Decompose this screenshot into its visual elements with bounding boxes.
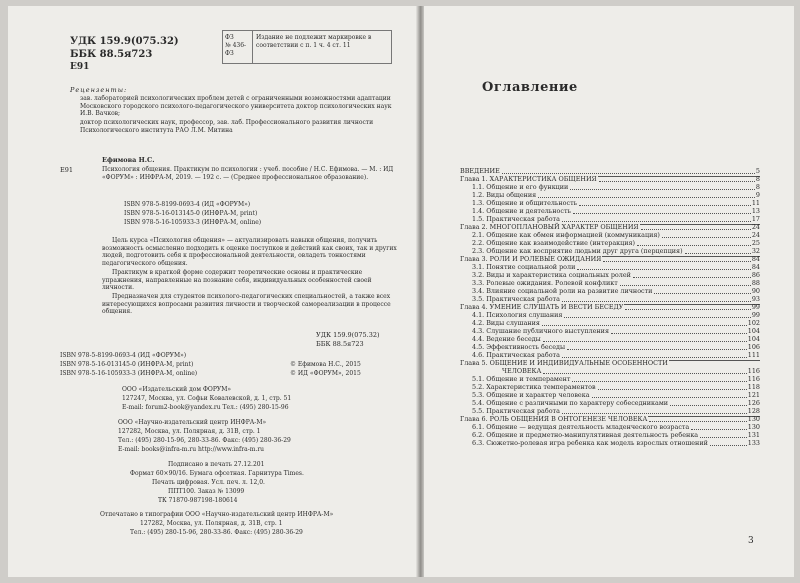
bbk-code-2: ББК 88.5я723 <box>316 340 364 348</box>
toc-entry-page: 133 <box>747 439 760 448</box>
toc-entry-page: 11 <box>751 199 760 208</box>
toc-entry-page: 93 <box>751 295 760 304</box>
toc-dot-leader <box>592 397 747 398</box>
toc-entry-page: 88 <box>751 279 760 288</box>
udk-code-2: УДК 159.9(075.32) <box>316 331 380 339</box>
toc-dot-leader <box>641 229 751 230</box>
toc-entry-title: 6.2. Общение и предметно-манипулятивная деятельность ребенка <box>472 431 699 440</box>
publisher-2-name: ООО «Научно-издательский центр ИНФРА-М» <box>118 419 267 426</box>
toc-entry[interactable] <box>460 440 760 448</box>
toc-entry-title: 4.5. Эффективность беседы <box>472 343 566 352</box>
toc-entry-page: 104 <box>747 327 760 336</box>
toc-dot-leader <box>599 181 755 182</box>
toc-dot-leader <box>577 269 751 270</box>
toc-entry-title: 1.5. Практическая работа <box>472 215 560 224</box>
abstract-1: Цель курса «Психология общения» — актуализировать навыки общения, получить возможность осмысленно подходить к оценке поступков и действий как своих, так и других людей, подготовить себя к профессиональной деятельности, овладеть тонкостями педагогического общения. <box>102 237 397 267</box>
reviewer-1: зав. лабораторией психологических проблем детей с ограниченными возможностями адаптации Московского городского психолого-педагогического университета доктор психологических наук И.В. Вачков; <box>80 95 392 117</box>
isbn-print: ISBN 978-5-16-013145-0 (ИНФРА-М, print) <box>124 210 258 217</box>
toc-entry-title: 2.2. Общение как взаимодействие (интеракция) <box>472 239 636 248</box>
toc-dot-leader <box>611 333 747 334</box>
toc-entry-page: 116 <box>747 375 760 384</box>
toc-entry-page: 116 <box>747 367 760 376</box>
printing-address: 127282, Москва, ул. Полярная, д. 31В, стр. 1 <box>140 520 283 527</box>
toc-entry-title: 4.4. Ведение беседы <box>472 335 541 344</box>
toc-dot-leader <box>562 357 747 358</box>
publisher-1-name: ООО «Издательский дом ФОРУМ» <box>122 386 232 393</box>
toc-entry-title: 4.2. Виды слушания <box>472 319 540 328</box>
toc-entry-title: 5.2. Характеристика темпераментов <box>472 383 596 392</box>
toc-dot-leader <box>633 277 751 278</box>
toc-dot-leader <box>685 253 751 254</box>
book-description: Психология общения. Практикум по психологии : учеб. пособие / Н.С. Ефимова. — М. : ИД «ФОРУМ» : ИНФРА-М, 2019. — 192 с. — (Среднее профессиональное образование). <box>102 166 394 181</box>
toc-dot-leader <box>620 285 751 286</box>
toc-dot-leader <box>538 197 755 198</box>
toc-entry-title: 3.1. Понятие социальной роли <box>472 263 576 272</box>
toc-entry-page: 13 <box>751 207 760 216</box>
toc-entry-title: Глава 1. ХАРАКТЕРИСТИКА ОБЩЕНИЯ <box>460 175 597 184</box>
toc-entry-title: 3.2. Виды и характеристика социальных ролей <box>472 271 631 280</box>
toc-entry-title: ЧЕЛОВЕКА <box>502 367 542 376</box>
toc-entry-page: 32 <box>751 247 760 256</box>
author-code: Е91 <box>70 62 90 72</box>
toc-dot-leader <box>572 381 746 382</box>
toc-entry-page: 118 <box>747 383 760 392</box>
bbk-code: ББК 88.5я723 <box>70 49 153 60</box>
toc-entry-title: 2.3. Общение как восприятие людьми друг друга (перцепция) <box>472 247 683 256</box>
toc-entry-page: 106 <box>747 343 760 352</box>
toc-entry-page: 5 <box>755 167 760 176</box>
toc-entry-page: 90 <box>751 287 760 296</box>
toc-dot-leader <box>542 325 747 326</box>
toc-entry-page: 84 <box>751 255 760 264</box>
author-name: Ефимова Н.С. <box>102 156 155 164</box>
toc-entry-page: 24 <box>751 231 760 240</box>
toc-dot-leader <box>700 437 747 438</box>
toc-entry-page: 24 <box>751 223 760 232</box>
copyright-publisher: © ИД «ФОРУМ», 2015 <box>290 370 361 377</box>
toc-entry-title: 6.1. Общение — ведущая деятельность младенческого возраста <box>472 423 690 432</box>
toc-entry-title: 5.1. Общение и темперамент <box>472 375 571 384</box>
toc-entry-title: 5.5. Практическая работа <box>472 407 560 416</box>
toc-dot-leader <box>649 421 747 422</box>
toc-entry-page: 86 <box>751 271 760 280</box>
toc-title: Оглавление <box>482 80 578 95</box>
toc-entry-title: 1.2. Виды общения <box>472 191 537 200</box>
isbn-forum-2: ISBN 978-5-8199-0693-4 (ИД «ФОРУМ») <box>60 352 187 359</box>
isbn-online: ISBN 978-5-16-105933-3 (ИНФРА-М, online) <box>124 219 262 226</box>
toc-entry-page: 8 <box>755 183 760 192</box>
toc-dot-leader <box>579 205 751 206</box>
toc-entry-page: 9 <box>755 191 760 200</box>
isbn-online-2: ISBN 978-5-16-105933-3 (ИНФРА-М, online) <box>60 370 198 377</box>
toc-entry-page: 84 <box>751 263 760 272</box>
toc-entry-page: 104 <box>747 335 760 344</box>
toc-entry-title: 6.3. Сюжетно-ролевая игра ребенка как модель взрослых отношений <box>472 439 708 448</box>
toc-entry-title: Глава 2. МНОГОПЛАНОВЫЙ ХАРАКТЕР ОБЩЕНИЯ <box>460 223 639 232</box>
toc-entry-title: Глава 3. РОЛИ И РОЛЕВЫЕ ОЖИДАНИЯ <box>460 255 602 264</box>
toc-entry-title: 1.1. Общение и его функции <box>472 183 569 192</box>
toc-dot-leader <box>625 309 750 310</box>
print-tk: ТК 71870-987198-180614 <box>158 497 238 504</box>
toc-entry-page: 131 <box>747 431 760 440</box>
toc-entry-page: 17 <box>751 215 760 224</box>
copyright-author: © Ефимова Н.С., 2015 <box>290 361 361 368</box>
toc-entry-page: 111 <box>747 351 760 360</box>
toc-dot-leader <box>562 413 747 414</box>
toc-dot-leader <box>562 301 751 302</box>
toc-dot-leader <box>567 349 747 350</box>
toc-dot-leader <box>670 405 747 406</box>
toc-dot-leader <box>603 261 751 262</box>
toc-entry-title: 4.1. Психология слушания <box>472 311 563 320</box>
publisher-2-phones: Тел.: (495) 280-15-96, 280-33-86. Факс: (495) 280-36-29 <box>118 437 291 444</box>
toc-entry-title: 2.1. Общение как обмен информацией (коммуникация) <box>472 231 660 240</box>
toc-dot-leader <box>543 341 747 342</box>
toc-dot-leader <box>570 189 755 190</box>
print-signed: Подписано в печать 27.12.201 <box>168 461 265 468</box>
toc-entry-title: 3.3. Ролевые ожидания. Ролевой конфликт <box>472 279 618 288</box>
printing-phones: Тел.: (495) 280-15-96, 280-33-86. Факс: (495) 280-36-29 <box>130 529 303 536</box>
isbn-forum: ISBN 978-5-8199-0693-4 (ИД «ФОРУМ») <box>124 201 251 208</box>
toc-entry-title: 4.6. Практическая работа <box>472 351 560 360</box>
toc-entry-page: 102 <box>747 319 760 328</box>
toc-entry-title: ВВЕДЕНИЕ <box>460 167 500 176</box>
toc-entry-title: 1.3. Общение и общительность <box>472 199 578 208</box>
toc-dot-leader <box>564 317 750 318</box>
toc-entry-page: 99 <box>751 303 760 312</box>
isbn-print-2: ISBN 978-5-16-013145-0 (ИНФРА-М, print) <box>60 361 194 368</box>
printing-house: Отпечатано в типографии ООО «Научно-издательский центр ИНФРА-М» <box>100 511 334 518</box>
table-of-contents <box>460 168 760 448</box>
toc-entry-page: 25 <box>751 239 760 248</box>
print-order: ППТ100. Заказ № 13099 <box>168 488 245 495</box>
toc-entry-page: 128 <box>747 407 760 416</box>
toc-entry-page: 99 <box>751 311 760 320</box>
marking-text: Издание не подлежит маркировке в соответствии с п. 1 ч. 4 ст. 11 <box>256 34 372 49</box>
publisher-1-address: 127247, Москва, ул. Софьи Ковалевской, д. 1, стр. 51 <box>122 395 292 402</box>
toc-entry-title: 4.3. Слушание публичного выступления <box>472 327 609 336</box>
print-type: Печать цифровая. Усл. печ. л. 12,0. <box>152 479 265 486</box>
marking-box <box>222 30 392 64</box>
toc-entry-title: Глава 5. ОБЩЕНИЕ И ИНДИВИДУАЛЬНЫЕ ОСОБЕННОСТИ <box>460 359 668 368</box>
toc-entry-title: Глава 6. РОЛЬ ОБЩЕНИЯ В ОНТОГЕНЕЗЕ ЧЕЛОВЕКА <box>460 415 648 424</box>
reviewers-title: Рецензенты: <box>70 86 128 94</box>
toc-dot-leader <box>637 245 751 246</box>
toc-dot-leader <box>543 373 746 374</box>
toc-entry-title: 1.4. Общение и деятельность <box>472 207 571 216</box>
abstract-3: Предназначен для студентов психолого-педагогических специальностей, а также всех интересующихся вопросами развития личности и творческой самореализации в процессе общения. <box>102 293 391 315</box>
toc-entry-page: 126 <box>747 399 760 408</box>
toc-dot-leader <box>710 445 747 446</box>
toc-dot-leader <box>502 173 755 174</box>
publisher-2-address: 127282, Москва, ул. Полярная, д. 31В, стр. 1 <box>118 428 261 435</box>
toc-dot-leader <box>662 237 751 238</box>
toc-entry-page: 130 <box>747 415 760 424</box>
toc-entry-page: 130 <box>747 423 760 432</box>
toc-dot-leader <box>598 389 747 390</box>
toc-entry-title: 3.4. Влияние социальной роли на развитие личности <box>472 287 653 296</box>
udk-code: УДК 159.9(075.32) <box>70 36 179 47</box>
publisher-2-web: E-mail: books@infra-m.ru http://www.infra-m.ru <box>118 446 265 453</box>
toc-entry-title: Глава 4. УМЕНИЕ СЛУШАТЬ И ВЕСТИ БЕСЕДУ <box>460 303 624 312</box>
abstract-2: Практикум в краткой форме содержит теоретические основы и практические упражнения, направленные на познание себя, индивидуальных особенностей своей личности. <box>102 269 372 291</box>
toc-dot-leader <box>654 293 750 294</box>
toc-entry-title: 3.5. Практическая работа <box>472 295 560 304</box>
publisher-1-contacts: E-mail: forum2-book@yandex.ru Тел.: (495) 280-15-96 <box>122 404 289 411</box>
law-label: ФЗ № 436-ФЗ <box>223 31 253 63</box>
toc-dot-leader <box>562 221 751 222</box>
toc-entry-page: 121 <box>747 391 760 400</box>
toc-dot-leader <box>691 429 747 430</box>
toc-entry-title: 5.4. Общение с различными по характеру собеседниками <box>472 399 669 408</box>
toc-entry-page: 8 <box>755 175 760 184</box>
toc-entry-title: 5.3. Общение и характер человека <box>472 391 590 400</box>
author-code-2: Е91 <box>60 166 74 174</box>
page-number: 3 <box>748 536 754 546</box>
print-format: Формат 60×90/16. Бумага офсетная. Гарнитура Times. <box>130 470 304 477</box>
reviewer-2: доктор психологических наук, профессор, зав. лаб. Профессионального развития личности Психологического института РАО Л.М. Митина <box>80 119 374 134</box>
toc-dot-leader <box>573 213 751 214</box>
